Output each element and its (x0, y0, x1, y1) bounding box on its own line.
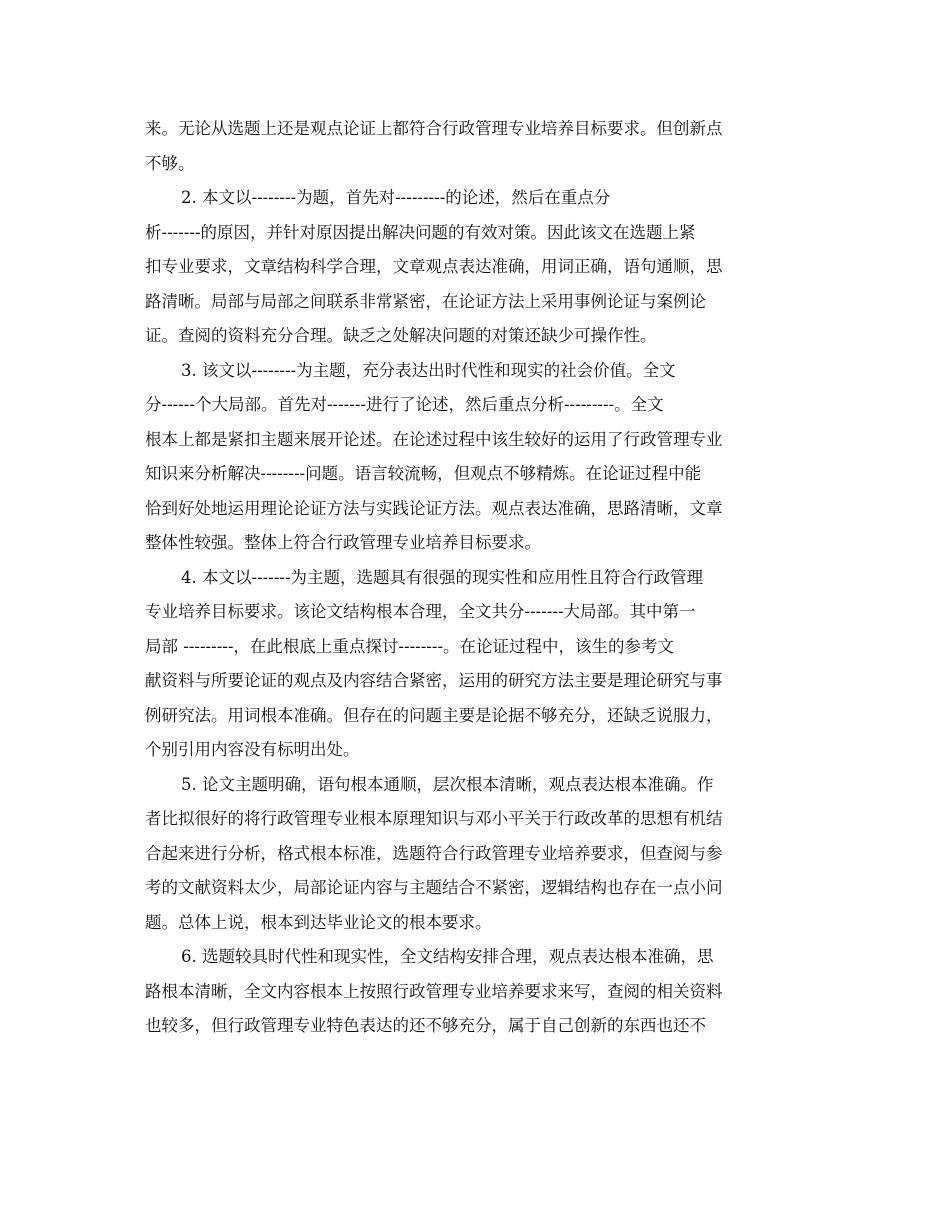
text-line: 局部 ---------，在此根底上重点探讨--------。在论证过程中，该生的参考文 (145, 636, 675, 656)
paragraph-continued (145, 112, 805, 181)
text-line: 2. 本文以--------为题，首先对---------的论述，然后在重点分 (181, 188, 611, 207)
text-line: 专业培养目标要求。该论文结构根本合理，全文共分-------大局部。其中第一 (145, 602, 696, 621)
text-line: 也较多，但行政管理专业特色表达的还不够充分，属于自己创新的东西也还不 (145, 1016, 706, 1035)
text-line: 恰到好处地运用理论论证方法与实践论证方法。观点表达准确，思路清晰，文章 (145, 498, 723, 518)
text-line: 来。无论从选题上还是观点论证上都符合行政管理专业培养目标要求。但创新点 (145, 119, 723, 138)
text-line: 证。查阅的资料充分合理。缺乏之处解决问题的对策还缺少可操作性。 (145, 326, 657, 345)
paragraph-item-2 (145, 181, 805, 354)
text-line: 知识来分析解决--------问题。语言较流畅，但观点不够精炼。在论证过程中能 (145, 464, 702, 483)
text-line: 者比拟很好的将行政管理专业根本原理知识与邓小平关于行政改革的思想有机结 (145, 809, 723, 828)
text-line: 路清晰。局部与局部之间联系非常紧密，在论证方法上采用事例论证与案例论 (145, 291, 706, 311)
text-line: 根本上都是紧扣主题来展开论述。在论述过程中该生较好的运用了行政管理专业 (145, 429, 723, 449)
paragraph-item-5 (145, 768, 805, 941)
text-line: 个别引用内容没有标明出处。 (145, 740, 360, 759)
text-line: 6. 选题较具时代性和现实性，全文结构安排合理，观点表达根本准确，思 (181, 947, 714, 966)
text-line: 整体性较强。整体上符合行政管理专业培养目标要求。 (145, 533, 541, 552)
text-line: 献资料与所要论证的观点及内容结合紧密，运用的研究方法主要是理论研究与事 (145, 671, 723, 690)
paragraph-item-4 (145, 561, 805, 768)
text-line: 3. 该文以--------为主题，充分表达出时代性和现实的社会价值。全文 (181, 360, 676, 380)
text-line: 路根本清晰，全文内容根本上按照行政管理专业培养要求来写，查阅的相关资料 (145, 981, 723, 1001)
text-line: 扣专业要求，文章结构科学合理，文章观点表达准确，用词正确，语句通顺，思 (145, 257, 723, 276)
text-line: 析-------的原因，并针对原因提出解决问题的有效对策。因此该文在选题上紧 (145, 222, 696, 242)
paragraph-item-6 (145, 940, 805, 1044)
text-line: 不够。 (145, 153, 195, 173)
document-body (145, 112, 805, 1044)
text-line: 合起来进行分析，格式根本标准，选题符合行政管理专业培养要求，但查阅与参 (145, 843, 723, 863)
text-line: 分------个大局部。首先对-------进行了论述，然后重点分析---------。全文 (145, 395, 664, 414)
text-line: 5. 论文主题明确，语句根本通顺，层次根本清晰，观点表达根本准确。作 (181, 774, 714, 794)
text-line: 例研究法。用词根本准确。但存在的问题主要是论据不够充分，还缺乏说服力， (145, 705, 723, 725)
paragraph-item-3 (145, 354, 805, 561)
text-line: 4. 本文以-------为主题，选题具有很强的现实性和应用性且符合行政管理 (181, 567, 704, 587)
text-line: 考的文献资料太少，局部论证内容与主题结合不紧密，逻辑结构也存在一点小问 (145, 878, 723, 897)
text-line: 题。总体上说，根本到达毕业论文的根本要求。 (145, 912, 492, 932)
